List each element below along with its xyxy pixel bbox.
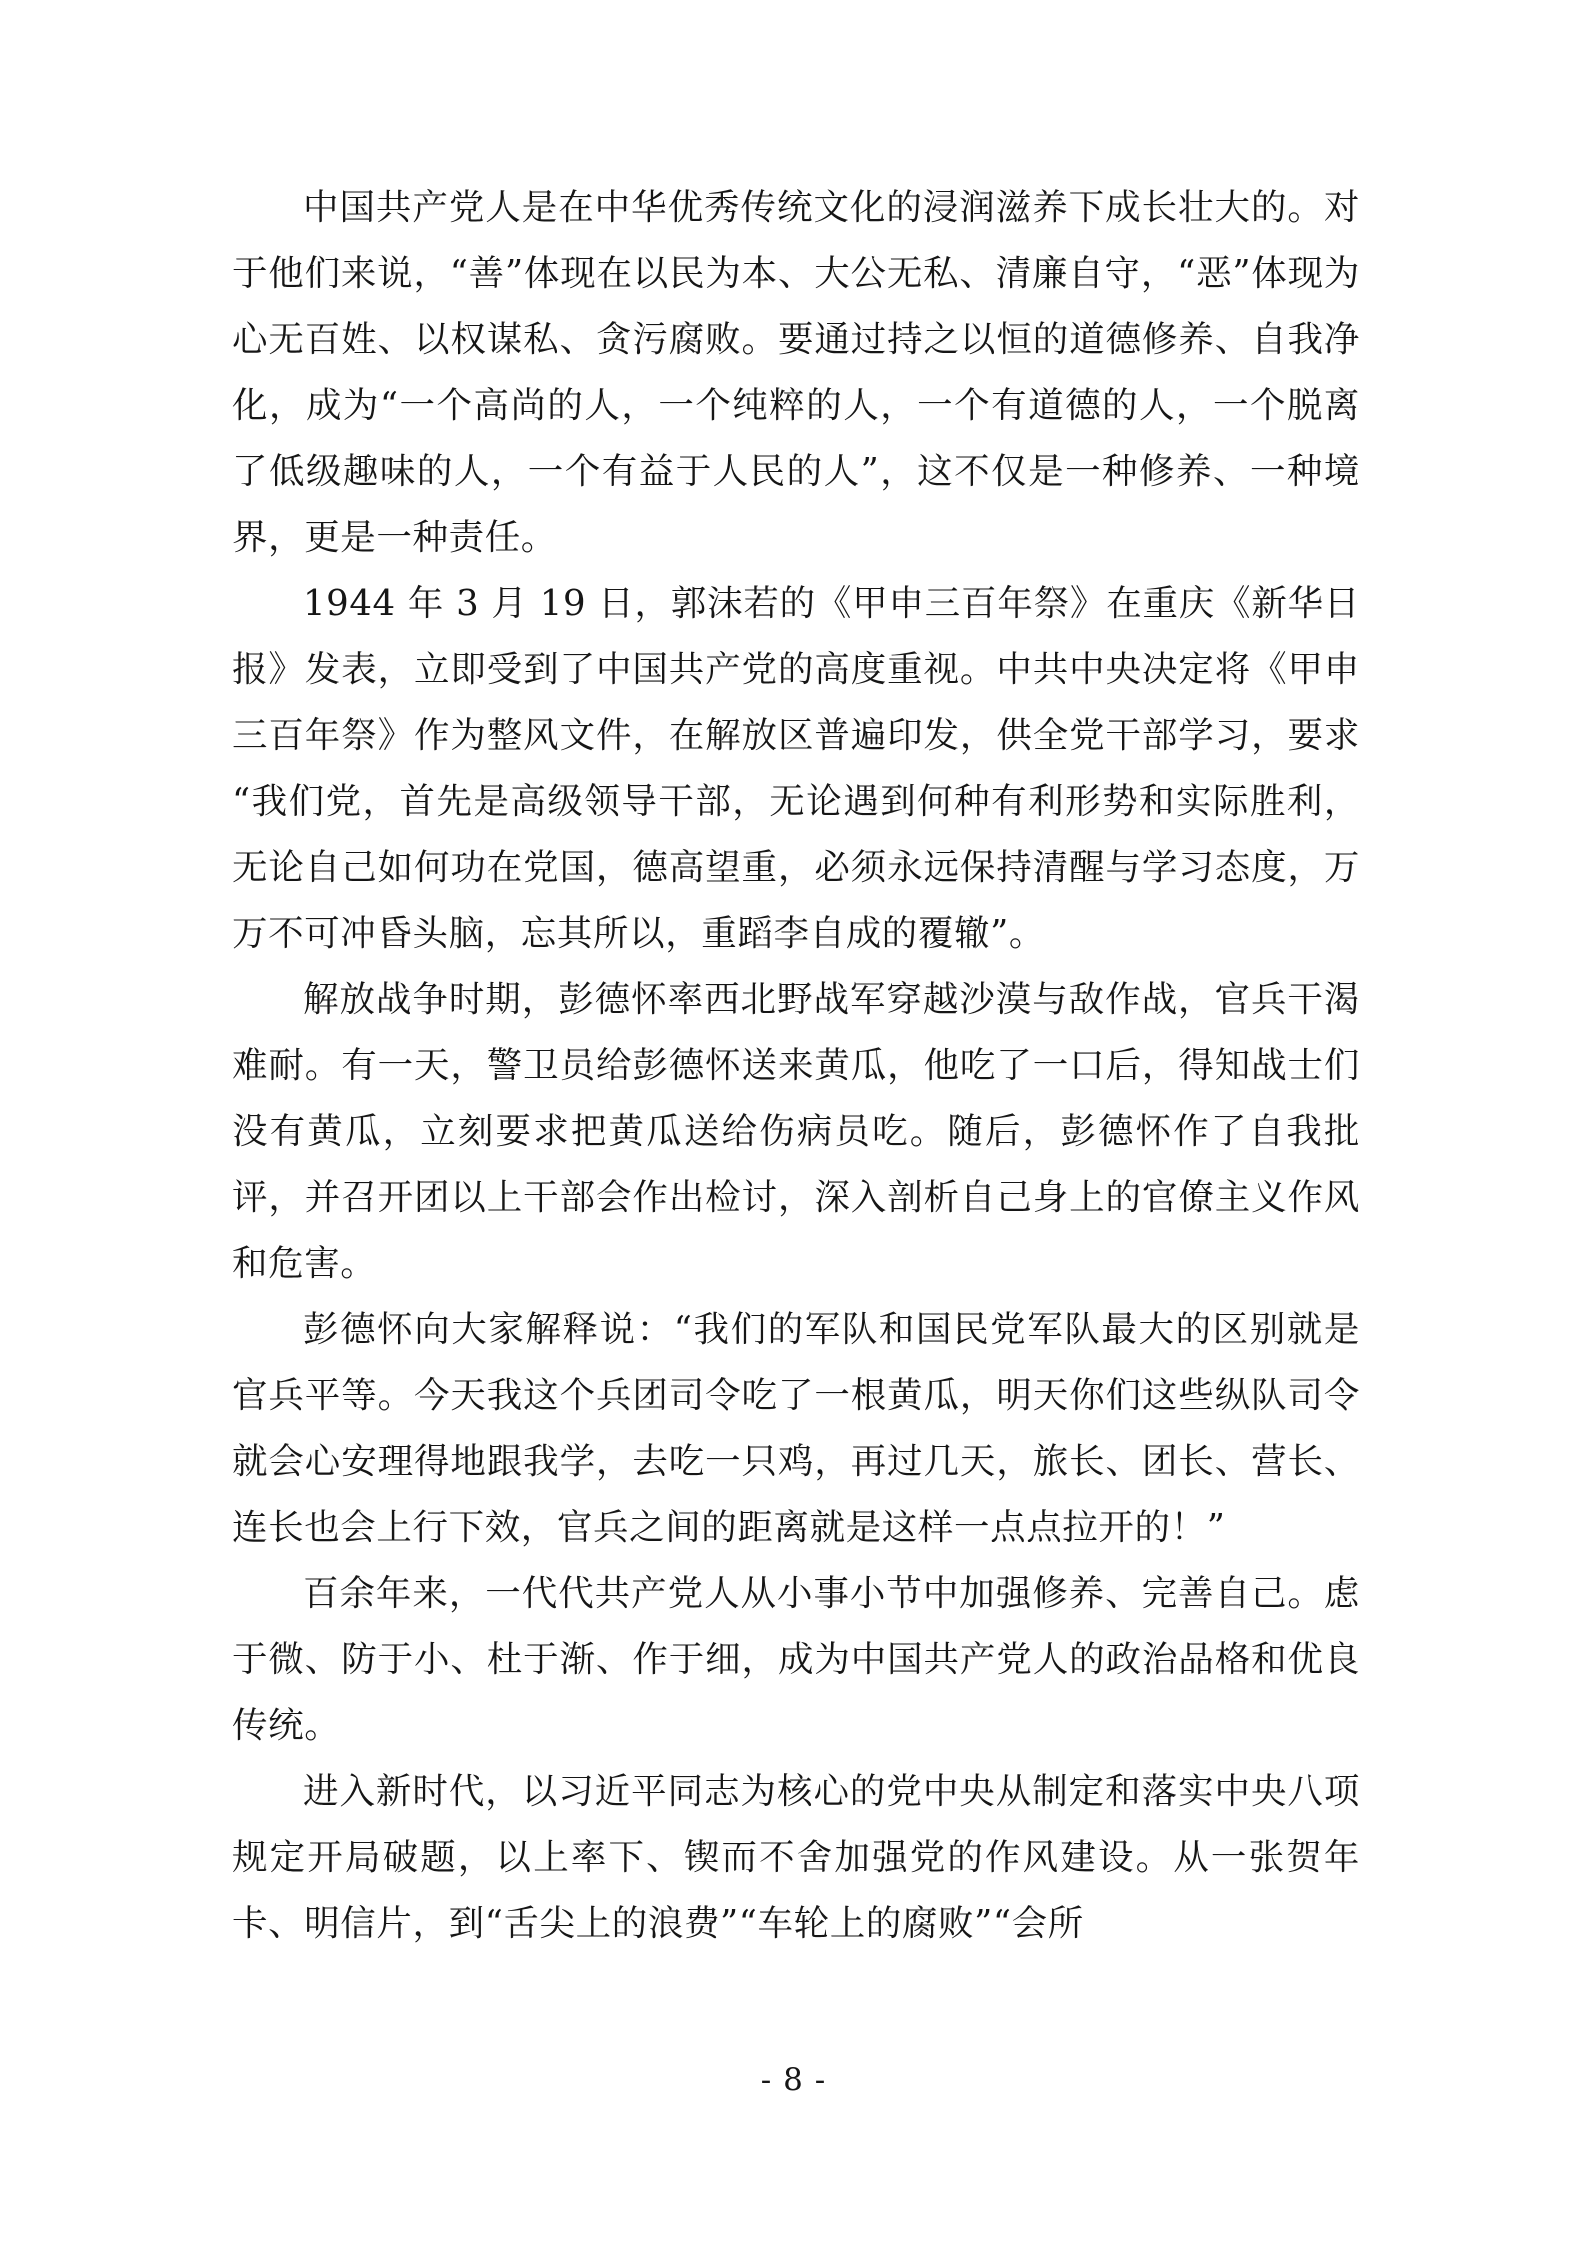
page-number: - 8 - — [760, 2062, 827, 2098]
paragraph: 进入新时代，以习近平同志为核心的党中央从制定和落实中央八项规定开局破题，以上率下、锲而不舍加强党的作风建设。从一张贺年卡、明信片，到“舌尖上的浪费”“车轮上的腐败”“会所 — [232, 1771, 1360, 1944]
paragraph: 1944 年 3 月 19 日，郭沫若的《甲申三百年祭》在重庆《新华日报》发表，立即受到了中国共产党的高度重视。中共中央决定将《甲申三百年祭》作为整风文件，在解放区普遍印发，供全党干部学习，要求“我们党，首先是高级领导干部，无论遇到何种有利形势和实际胜利，无论自己如何功在党国，德高望重，必须永远保持清醒与学习态度，万万不可冲昏头脑，忘其所以，重蹈李自成的覆辙”。 — [232, 583, 1360, 954]
paragraph: 解放战争时期，彭德怀率西北野战军穿越沙漠与敌作战，官兵干渴难耐。有一天，警卫员给彭德怀送来黄瓜，他吃了一口后，得知战士们没有黄瓜，立刻要求把黄瓜送给伤病员吃。随后，彭德怀作了自我批评，并召开团以上干部会作出检讨，深入剖析自己身上的官僚主义作风和危害。 — [232, 979, 1360, 1284]
paragraph: 中国共产党人是在中华优秀传统文化的浸润滋养下成长壮大的。对于他们来说，“善”体现在以民为本、大公无私、清廉自守，“恶”体现为心无百姓、以权谋私、贪污腐败。要通过持之以恒的道德修养、自我净化，成为“一个高尚的人，一个纯粹的人，一个有道德的人，一个脱离了低级趣味的人，一个有益于人民的人”，这不仅是一种修养、一种境界，更是一种责任。 — [232, 187, 1360, 558]
page-body — [232, 175, 1360, 1957]
paragraph: 彭德怀向大家解释说：“我们的军队和国民党军队最大的区别就是官兵平等。今天我这个兵团司令吃了一根黄瓜，明天你们这些纵队司令就会心安理得地跟我学，去吃一只鸡，再过几天，旅长、团长、营长、连长也会上行下效，官兵之间的距离就是这样一点点拉开的！” — [232, 1309, 1360, 1548]
paragraph: 百余年来，一代代共产党人从小事小节中加强修养、完善自己。虑于微、防于小、杜于渐、作于细，成为中国共产党人的政治品格和优良传统。 — [232, 1573, 1360, 1746]
